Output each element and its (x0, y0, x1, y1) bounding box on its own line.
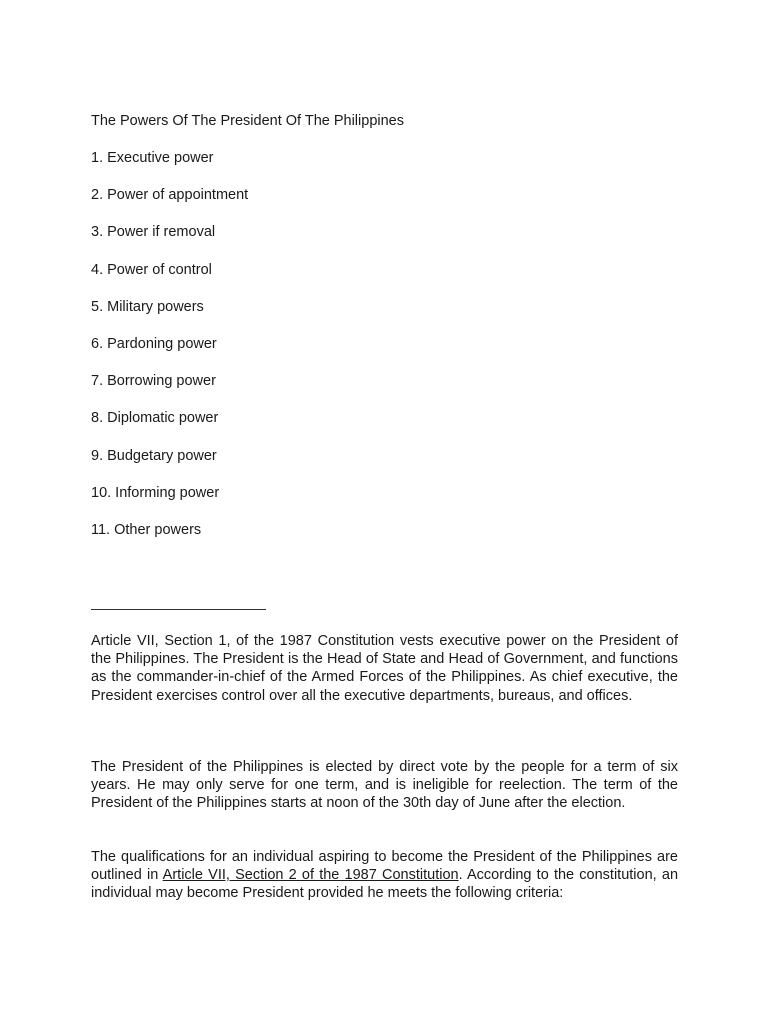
constitution-article-link[interactable]: Article VII, Section 2 of the 1987 Constitution (162, 867, 459, 884)
list-item: 8. Diplomatic power (91, 410, 219, 427)
list-item: 4. Power of control (91, 261, 212, 278)
powers-list (91, 150, 248, 559)
document-title: The Powers Of The President Of The Philippines (91, 113, 404, 129)
list-item: 9. Budgetary power (91, 447, 217, 464)
list-item: 7. Borrowing power (91, 373, 216, 390)
paragraph-text: . According to the constitution, an individual may become President provided he meets the following criteria: (91, 867, 679, 902)
separator-line (91, 609, 266, 610)
list-item: 2. Power of appointment (91, 187, 249, 204)
list-item: 11. Other powers (91, 521, 202, 538)
paragraph-text: The qualifications for an individual aspiring to become the President of the Philippines are outlined in (91, 849, 678, 884)
list-item: 6. Pardoning power (91, 335, 217, 352)
paragraph-executive-power: Article VII, Section 1, of the 1987 Constitution vests executive power on the President of the Philippines. The President is the Head of State and Head of Government, and functions as the commander-in-chief of the Armed Forces of the Philippines. As chief executive, the President exercises control over all the executive departments, bureaus, and offices. (91, 633, 678, 704)
list-item: 5. Military powers (91, 298, 204, 315)
list-item: 3. Power if removal (91, 224, 216, 241)
list-item: 10. Informing power (91, 484, 220, 501)
list-item: 1. Executive power (91, 150, 214, 166)
paragraph-qualifications (91, 848, 678, 903)
paragraph-term-of-office: The President of the Philippines is elected by direct vote by the people for a term of six years. He may only serve for one term, and is ineligible for reelection. The term of the President of the Philippines starts at noon of the 30th day of June after the election. (91, 759, 678, 812)
